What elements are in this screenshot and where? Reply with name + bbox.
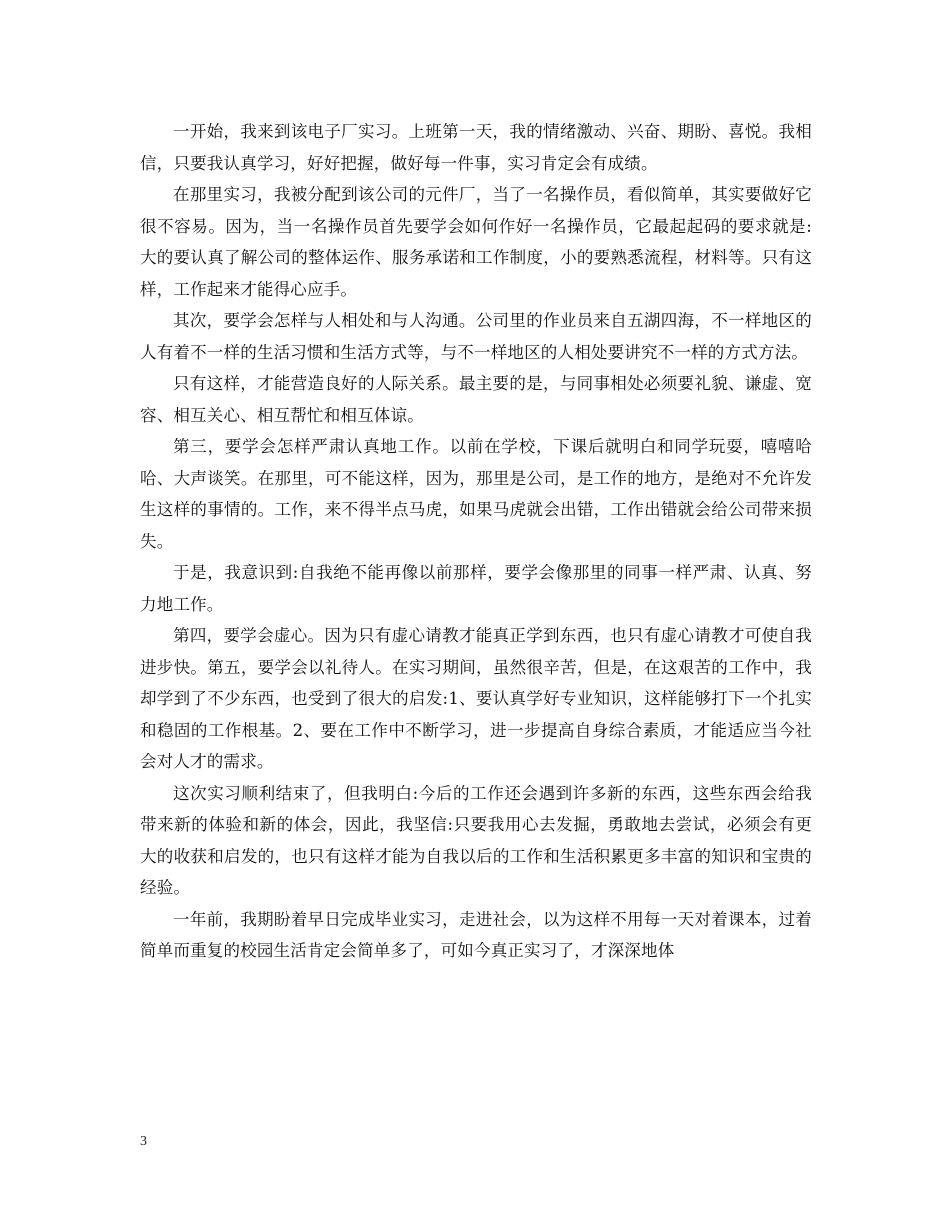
paragraph-4: 只有这样，才能营造良好的人际关系。最主要的是，与同事相处必须要礼貌、谦虚、宽容、相互关心、相互帮忙和相互体谅。 (140, 374, 812, 425)
document-body (140, 116, 812, 967)
paragraph-1: 一开始，我来到该电子厂实习。上班第一天，我的情绪激动、兴奋、期盼、喜悦。我相信，只要我认真学习，好好把握，做好每一件事，实习肯定会有成绩。 (140, 122, 812, 173)
page-number: 3 (140, 1134, 147, 1149)
paragraph-6: 于是，我意识到:自我绝不能再像以前那样，要学会像那里的同事一样严肃、认真、努力地工作。 (140, 563, 812, 614)
paragraph-5: 第三，要学会怎样严肃认真地工作。以前在学校，下课后就明白和同学玩耍，嘻嘻哈哈、大声谈笑。在那里，可不能这样，因为，那里是公司，是工作的地方，是绝对不允许发生这样的事情的。工作，来不得半点马虎，如果马虎就会出错，工作出错就会给公司带来损失。 (140, 437, 812, 551)
paragraph-3: 其次，要学会怎样与人相处和与人沟通。公司里的作业员来自五湖四海，不一样地区的人有着不一样的生活习惯和生活方式等，与不一样地区的人相处要讲究不一样的方式方法。 (140, 311, 812, 362)
paragraph-2: 在那里实习，我被分配到该公司的元件厂，当了一名操作员，看似简单，其实要做好它很不容易。因为，当一名操作员首先要学会如何作好一名操作员，它最起起码的要求就是:大的要认真了解公司的整体运作、服务承诺和工作制度，小的要熟悉流程，材料等。只有这样，工作起来才能得心应手。 (140, 185, 812, 299)
paragraph-7: 第四，要学会虚心。因为只有虚心请教才能真正学到东西，也只有虚心请教才可使自我进步快。第五，要学会以礼待人。在实习期间，虽然很辛苦，但是，在这艰苦的工作中，我却学到了不少东西，也受到了很大的启发:1、要认真学好专业知识，这样能够打下一个扎实和稳固的工作根基。2、要在工作中不断学习，进一步提高自身综合素质，才能适应当今社会对人才的需求。 (140, 626, 812, 771)
paragraph-9: 一年前，我期盼着早日完成毕业实习，走进社会，以为这样不用每一天对着课本，过着简单而重复的校园生活肯定会简单多了，可如今真正实习了，才深深地体 (140, 909, 812, 960)
paragraph-8: 这次实习顺利结束了，但我明白:今后的工作还会遇到许多新的东西，这些东西会给我带来新的体验和新的体会，因此，我坚信:只要我用心去发掘，勇敢地去尝试，必须会有更大的收获和启发的，也只有这样才能为自我以后的工作和生活积累更多丰富的知识和宝贵的经验。 (140, 783, 812, 897)
